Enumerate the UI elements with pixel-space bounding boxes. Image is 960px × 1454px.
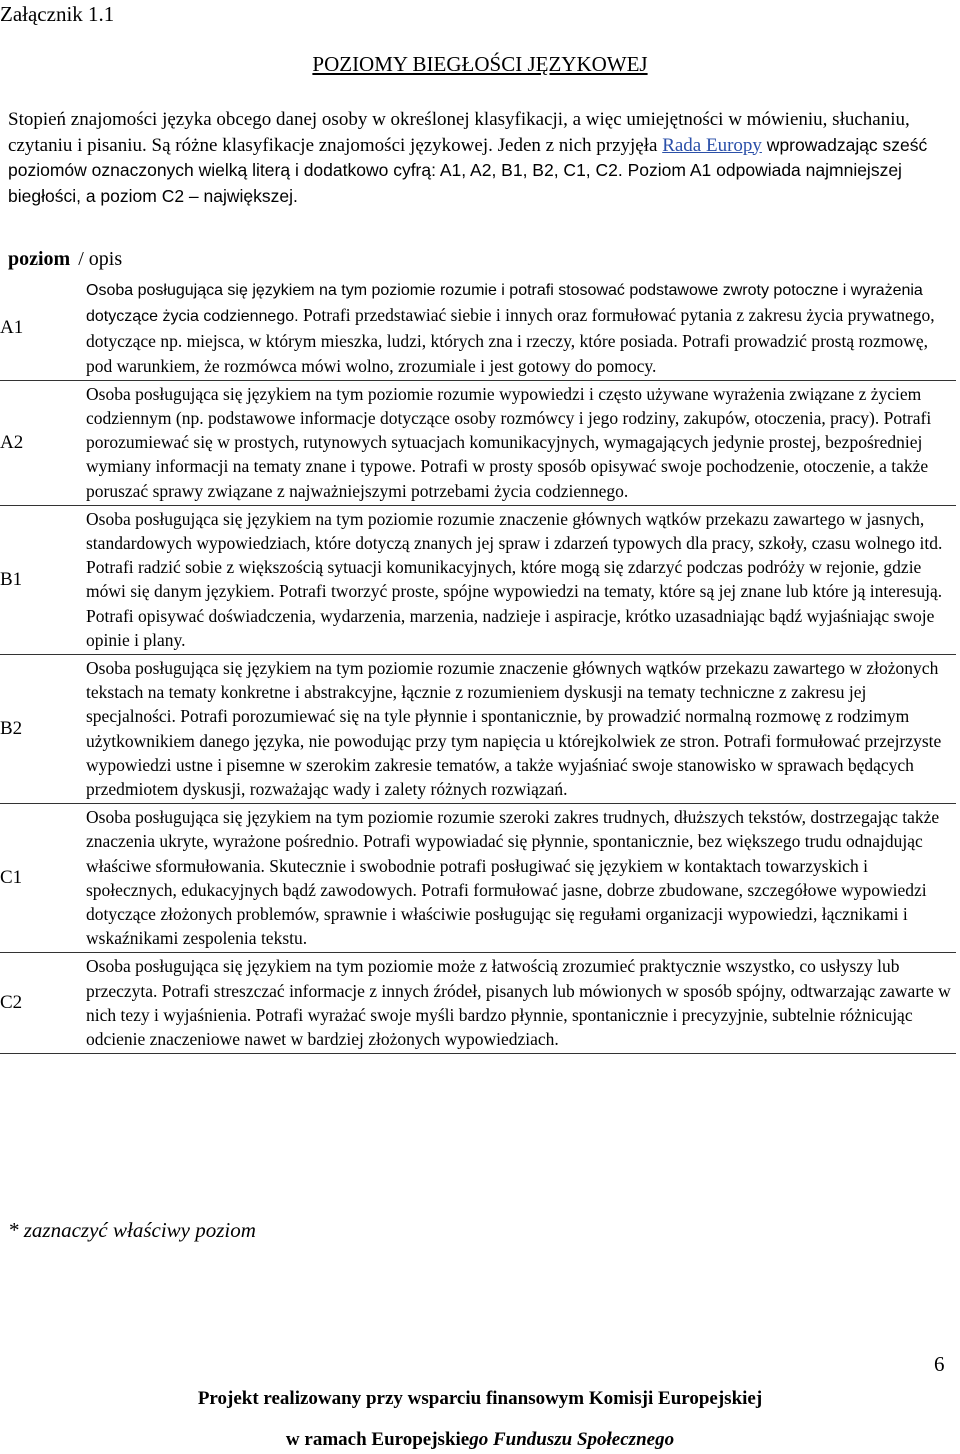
header-level: poziom <box>8 248 71 270</box>
level-code: A1 <box>0 316 24 338</box>
levels-table <box>0 276 956 1054</box>
table-header <box>8 248 122 271</box>
level-code: B1 <box>0 568 23 590</box>
level-code: C2 <box>0 992 23 1014</box>
level-description-text: Osoba posługująca się językiem na tym poziomie rozumie znaczenie głównych wątków przekazu zawartego w złożonych tekstach na tematy konkretne i abstrakcyjne, łącznie z rozumieniem dyskusji na tematy techniczne z zakresu jej specjalności. Potrafi porozumiewać się na tyle płynnie i spontanicznie, by prowadzić normalną rozmowę z rodzimym użytkownikiem danego języka, nie powodując przy tym napięcia u którejkolwiek ze stron. Potrafi formułować przejrzyste wypowiedzi ustne i pisemne w szerokim zakresie tematów, a także wyjaśniać swoje stanowisko w sprawach będących przedmiotem dyskusji, rozważając wady i zalety różnych rozwiązań. <box>86 658 942 800</box>
footer-line-2-italic: go Funduszu Społecznego <box>469 1429 675 1450</box>
level-code: B2 <box>0 718 23 740</box>
table-row <box>0 276 956 381</box>
level-description <box>86 276 956 380</box>
intro-text-2: wprowadzając sześć poziomów oznaczonych wielką literą i dodatkowo cyfrą: A1, A2, B1, B2, C1, C2. Poziom A1 odpowiada najmniejszej biegłości, a poziom C2 – największej. <box>8 134 928 206</box>
intro-paragraph <box>8 108 952 209</box>
level-description-text: Potrafi przedstawiać siebie i innych oraz formułować pytania z zakresu życia prywatnego, dotyczące np. miejsca, w którym mieszka, ludzi, których zna i rzeczy, które posiada. Potrafi prowadzić prostą rozmowę, pod warunkiem, że rozmówca mówi wolno, zrozumiale i jest gotowy do pomocy. <box>86 305 935 376</box>
level-code: C1 <box>0 867 23 889</box>
page-number: 6 <box>934 1352 945 1376</box>
level-description-text: Osoba posługująca się językiem na tym poziomie może z łatwością zrozumieć praktycznie wszystko, co usłyszy lub przeczyta. Potrafi streszczać informacje z innych źródeł, pisanych lub mówionych w sposób spójny, odtwarzając zawarte w nich tezy i wyjaśnienia. Potrafi wyrażać swoje myśli bardzo płynnie, spontanicznie i precyzyjnie, subtelnie różnicując odcienie znaczeniowe nawet w bardziej złożonych wypowiedziach. <box>86 956 951 1050</box>
level-description-sans: Osoba posługująca się językiem na tym poziomie rozumie i potrafi stosować podstawowe zwroty potoczne i wyrażenia dotyczące życia codziennego. <box>86 282 923 326</box>
level-description-text: Osoba posługująca się językiem na tym poziomie rozumie znaczenie głównych wątków przekazu zawartego w jasnych, standardowych wypowiedziach, które dotyczą znanych jej spraw i zdarzeń typowych dla pracy, szkoły, czasu wolnego itd. Potrafi radzić sobie z większością sytuacji komunikacyjnych, które mogą się zdarzyć podczas podróży w rejonie, gdzie mówi się danym językiem. Potrafi tworzyć proste, spójne wypowiedzi na tematy, które są jej znane lub które ją interesują. Potrafi opisywać doświadczenia, wydarzenia, marzenia, nadzieje i aspiracje, krótko uzasadniając bądź wyjaśniając swoje opinie i plany. <box>86 508 943 650</box>
footer-line-2-regular: w ramach Europejskie <box>285 1429 470 1450</box>
level-description <box>86 381 956 505</box>
level-description <box>86 804 956 952</box>
footnote: * zaznaczyć właściwy poziom <box>8 1218 256 1242</box>
level-description-text: Osoba posługująca się językiem na tym poziomie rozumie szeroki zakres trudnych, dłuższych tekstów, dostrzegając także znaczenia ukryte, wyrażone pośrednio. Potrafi wypowiadać się płynnie, spontanicznie, bez większego trudu odnajdując właściwe sformułowania. Skutecznie i swobodnie potrafi posługiwać się językiem w kontaktach towarzyskich i społecznych, edukacyjnych bądź zawodowych. Potrafi formułować jasne, dobrze zbudowane, szczegółowe wypowiedzi dotyczące złożonych problemów, sprawnie i właściwie posługując się regułami organizacji wypowiedzi, łącznikami i wskaźnikami zespolenia tekstu. <box>86 807 940 949</box>
table-row <box>0 506 956 655</box>
page-title: POZIOMY BIEGŁOŚCI JĘZYKOWEJ <box>312 52 648 76</box>
level-description <box>86 506 956 654</box>
rada-europy-link[interactable]: Rada Europy <box>662 134 762 156</box>
level-description <box>86 655 956 803</box>
table-row <box>0 953 956 1054</box>
footer-line-1: Projekt realizowany przy wsparciu finansowym Komisji Europejskiej <box>197 1388 763 1409</box>
table-row <box>0 381 956 506</box>
annex-label: Załącznik 1.1 <box>0 2 115 26</box>
table-row <box>0 804 956 953</box>
footer-line-2 <box>0 1429 960 1451</box>
level-code: A2 <box>0 431 24 453</box>
level-description <box>86 953 956 1053</box>
table-row <box>0 655 956 804</box>
intro-text-1: Stopień znajomości języka obcego danej osoby w określonej klasyfikacji, a więc umiejętności w mówieniu, słuchaniu, czytaniu i pisaniu. Są różne klasyfikacje znajomości językowej. Jeden z nich przyjęła <box>8 109 910 156</box>
level-description-text: Osoba posługująca się językiem na tym poziomie rozumie wypowiedzi i często używane wyrażenia związane z życiem codziennym (np. podstawowe informacje dotyczące osoby rozmówcy i jego rodziny, zakupów, otoczenia, pracy). Potrafi porozumiewać się w prostych, rutynowych sytuacjach komunikacyjnych, wymagających jedynie prostej, bezpośredniej wymiany informacji na tematy znane i typowe. Potrafi w prosty sposób opisywać swoje pochodzenie, otoczenie, a także poruszać sprawy związane z najważniejszymi potrzebami życia codziennego. <box>86 383 932 501</box>
header-description: / opis <box>78 248 123 270</box>
